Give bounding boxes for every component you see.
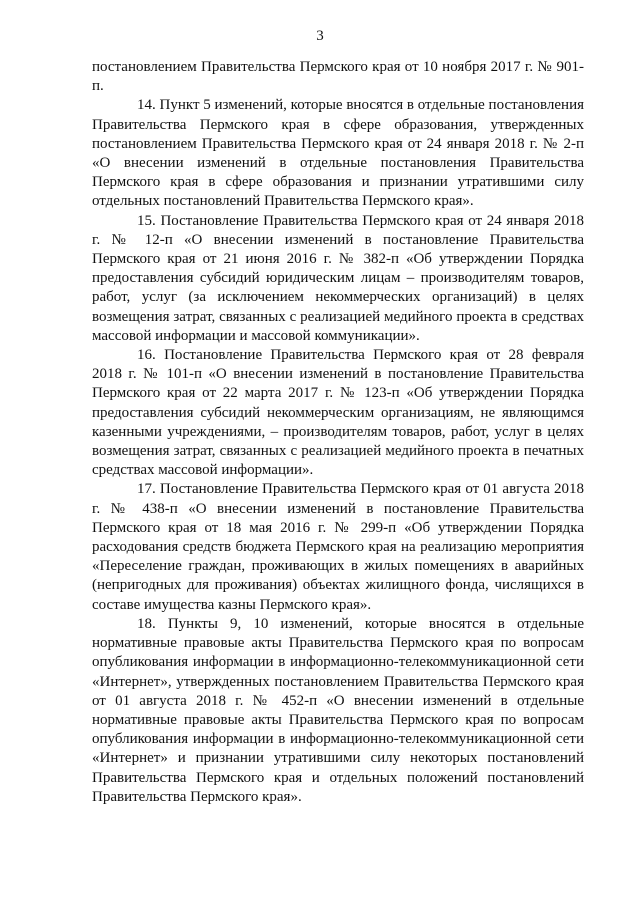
paragraph-continuation: постановлением Правительства Пермского края от 10 ноября 2017 г. № 901-п. [92, 59, 584, 95]
paragraph-item-15: 15. Постановление Правительства Пермского края от 24 января 2018 г. № 12-п «О внесении изменений в постановление Правительства Пермского края от 21 июня 2016 г. № 382-п «Об утверждении Порядка предоставления субсидий юридическим лицам – производителям товаров, работ, услуг (за исключением некоммерческих организаций) в целях возмещения затрат, связанных с реализацией медийного проекта в средствах массовой информации и массовой коммуникации». [92, 212, 584, 344]
paragraph-item-16: 16. Постановление Правительства Пермского края от 28 февраля 2018 г. № 101-п «О внесении изменений в постановление Правительства Пермского края от 22 марта 2017 г. № 123-п «Об утверждении Порядка предоставления субсидий некоммерческим организациям, не являющимся казенными учреждениями, – производителям товаров, работ, услуг в целях возмещения затрат, связанных с реализацией медийного проекта в печатных средствах массовой информации». [92, 347, 584, 479]
document-body [92, 58, 584, 807]
paragraph-item-14: 14. Пункт 5 изменений, которые вносятся в отдельные постановления Правительства Пермского края в сфере образования, утвержденных постановлением Правительства Пермского края от 24 января 2018 г. № 2-п «О внесении изменений в отдельные постановления Правительства Пермского края в сфере образования и признании утратившими силу отдельных постановлений Правительства Пермского края». [92, 97, 585, 210]
paragraph-item-18: 18. Пункты 9, 10 изменений, которые вносятся в отдельные нормативные правовые акты Правительства Пермского края по вопросам опубликования информации в информационно-телекоммуникационной сети «Интернет», утвержденных постановлением Правительства Пермского края от 01 августа 2018 г. № 452-п «О внесении изменений в отдельные нормативные правовые акты Правительства Пермского края по вопросам опубликования информации в информационно-телекоммуникационной сети «Интернет» и признании утратившими силу некоторых постановлений Правительства Пермского края и отдельных положений постановлений Правительства Пермского края». [92, 615, 584, 805]
paragraph-item-17: 17. Постановление Правительства Пермского края от 01 августа 2018 г. № 438-п «О внесении изменений в постановление Правительства Пермского края от 18 мая 2016 г. № 299-п «Об утверждении Порядка расходования средств бюджета Пермского края на реализацию мероприятия «Переселение граждан, проживающих в жилых помещениях в аварийных (непригодных для проживания) объектах жилищного фонда, числящихся в составе имущества казны Пермского края». [92, 481, 584, 613]
page-number: 3 [316, 28, 324, 44]
